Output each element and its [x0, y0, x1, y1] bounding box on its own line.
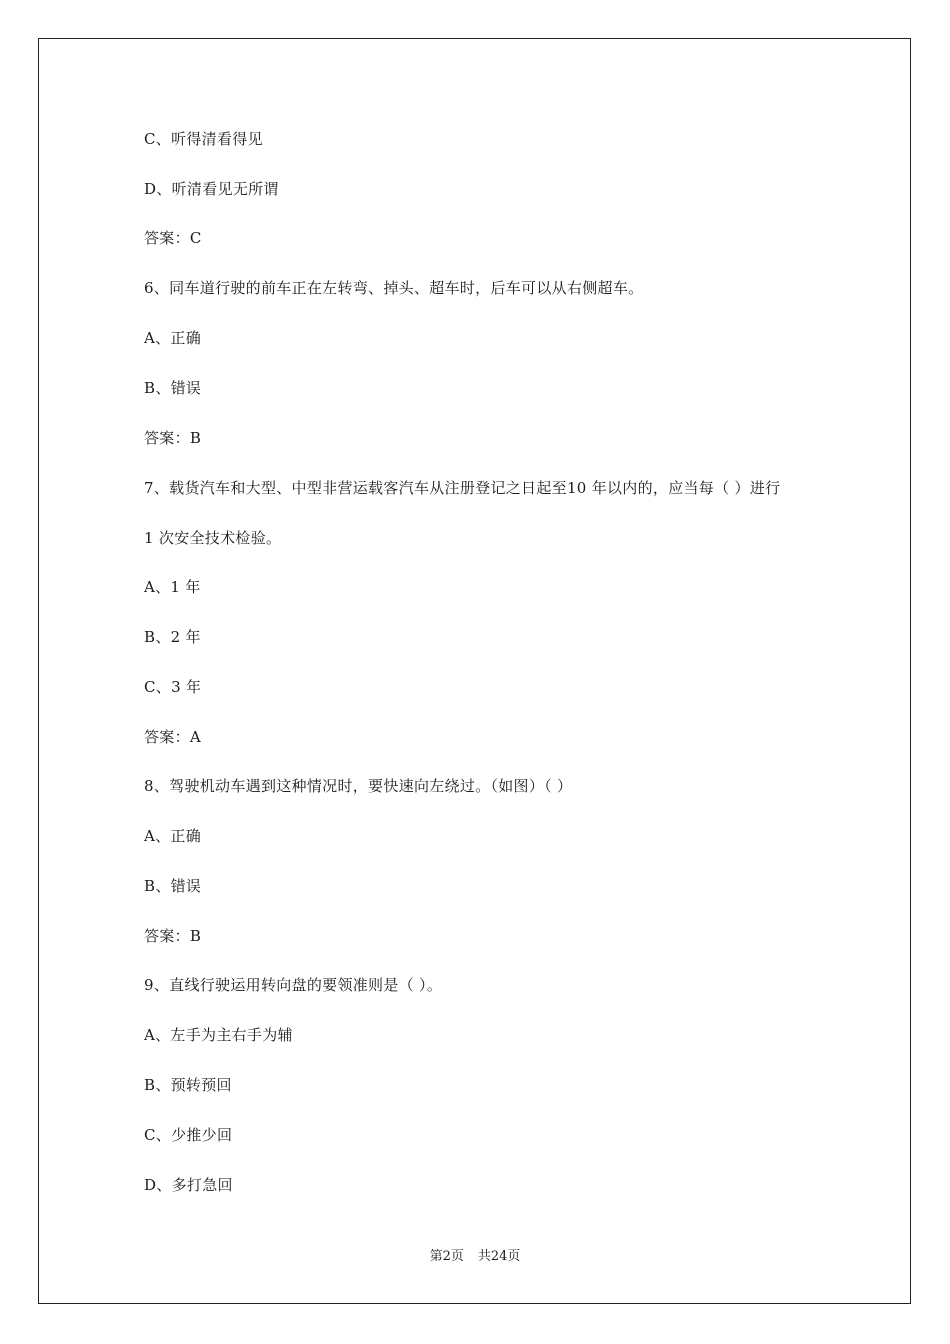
option-a-q8: A、正确	[144, 827, 202, 845]
option-a-q9: A、左手为主右手为辅	[144, 1026, 293, 1044]
option-d-q9: D、多打急回	[144, 1176, 233, 1194]
option-a-q6: A、正确	[144, 329, 202, 347]
question-8: 8、驾驶机动车遇到这种情况时，要快速向左绕过。（如图）（ ）	[144, 777, 573, 795]
question-7-continued: 1 次安全技术检验。	[144, 529, 282, 547]
answer-q7: 答案：A	[144, 728, 202, 746]
answer-q5: 答案：C	[144, 229, 202, 247]
answer-q8: 答案：B	[144, 927, 202, 945]
page-footer	[0, 1248, 950, 1266]
question-7: 7、载货汽车和大型、中型非营运载客汽车从注册登记之日起至10 年以内的，应当每（ ）进行	[144, 479, 781, 497]
option-b-q8: B、错误	[144, 877, 202, 895]
option-b-q7: B、2 年	[144, 628, 201, 646]
option-b-q6: B、错误	[144, 379, 202, 397]
option-c-q7: C、3 年	[144, 678, 202, 696]
question-6: 6、同车道行驶的前车正在左转弯、掉头、超车时，后车可以从右侧超车。	[144, 279, 644, 297]
answer-q6: 答案：B	[144, 429, 202, 447]
page-total: 共24页	[477, 1249, 521, 1264]
option-a-q7: A、1 年	[144, 578, 201, 596]
option-b-q9: B、预转预回	[144, 1076, 232, 1094]
page-number: 第2页	[429, 1249, 464, 1264]
option-c-q5: C、听得清看得见	[144, 130, 263, 148]
option-d-q5: D、听清看见无所谓	[144, 180, 279, 198]
option-c-q9: C、少推少回	[144, 1126, 233, 1144]
question-9: 9、直线行驶运用转向盘的要领准则是（ ）。	[144, 976, 443, 994]
